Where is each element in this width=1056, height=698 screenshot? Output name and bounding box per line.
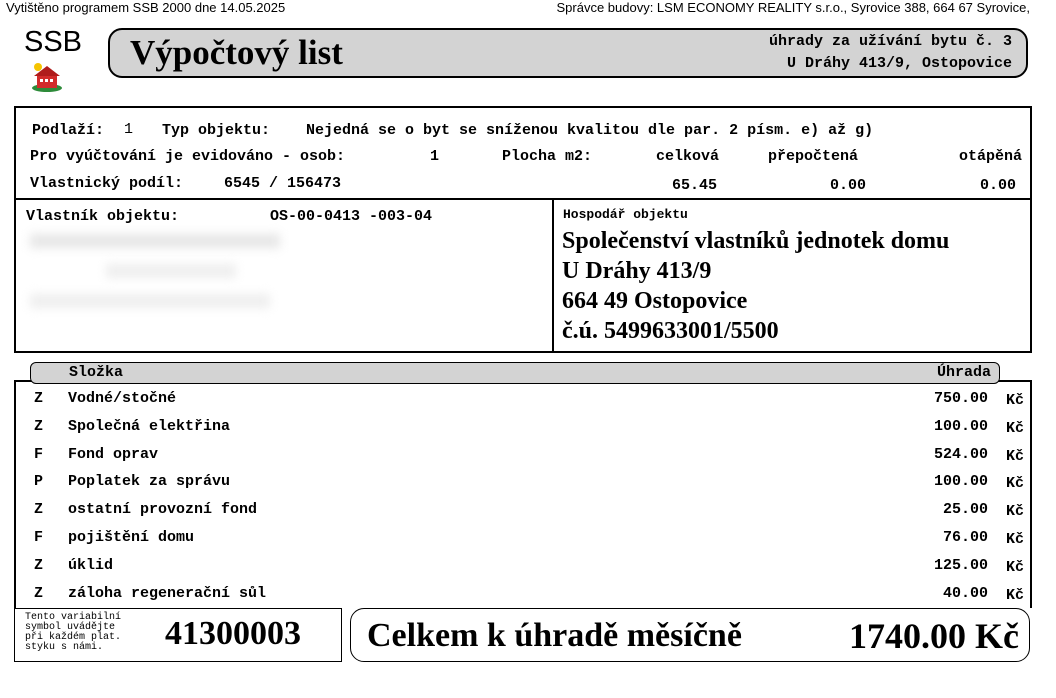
floor-value: 1 — [124, 121, 134, 138]
components-header-bar — [30, 362, 1000, 384]
vs-note-line-4: styku s námi. — [25, 642, 104, 653]
component-row — [14, 525, 1032, 553]
area-label: Plocha m2: — [502, 148, 593, 165]
area-total-value: 65.45 — [672, 177, 718, 194]
manager-line-2: U Dráhy 413/9 — [562, 258, 712, 284]
redacted-owner-street — [106, 264, 236, 278]
component-name: pojištění domu — [68, 529, 195, 546]
manager-label: Hospodář objektu — [563, 207, 688, 222]
share-label: Vlastnický podíl: — [30, 175, 184, 192]
persons-value: 1 — [430, 148, 440, 165]
component-row — [14, 386, 1032, 414]
components-header-amount: Úhrada — [936, 364, 991, 381]
component-amount: 100.00 — [933, 473, 988, 491]
component-name: záloha regenerační sůl — [68, 584, 267, 602]
component-amount: 100.00 — [933, 417, 988, 435]
component-code: F — [34, 529, 44, 546]
area-header-recalc: přepočtená — [768, 148, 859, 165]
owner-divider — [552, 198, 554, 353]
house-icon — [30, 60, 64, 94]
manager-line-1: Společenství vlastníků jednotek domu — [562, 228, 950, 254]
component-name: Fond oprav — [68, 445, 159, 463]
component-code: Z — [34, 417, 44, 435]
floor-label: Podlaží: — [32, 122, 105, 139]
component-name: Vodné/stočné — [68, 390, 177, 407]
owner-code: OS-00-0413 -003-04 — [270, 208, 433, 225]
component-amount: 25.00 — [942, 501, 988, 519]
type-label: Typ objektu: — [162, 122, 271, 139]
component-currency: Kč — [1005, 558, 1024, 576]
variable-symbol-box — [14, 608, 342, 662]
share-value: 6545 / 156473 — [224, 175, 342, 192]
total-box — [350, 608, 1030, 662]
title-subtitle-1: úhrady za užívání bytu č. 3 — [768, 33, 1012, 50]
component-code: F — [34, 445, 44, 463]
component-row — [14, 414, 1032, 442]
area-recalc-value: 0.00 — [830, 177, 867, 194]
component-currency: Kč — [1005, 531, 1024, 548]
component-name: úklid — [68, 556, 114, 574]
owner-box — [14, 198, 1032, 353]
component-amount: 750.00 — [933, 390, 988, 407]
total-amount: 1740.00 Kč — [849, 616, 1019, 656]
total-label: Celkem k úhradě měsíčně — [367, 617, 742, 654]
component-currency: Kč — [1005, 586, 1024, 604]
type-value: Nejedná se o byt se sníženou kvalitou dle par. 2 písm. e) až g) — [306, 122, 874, 139]
component-code: Z — [34, 390, 44, 407]
building-manager: Správce budovy: LSM ECONOMY REALITY s.r.o., Syrovice 388, 664 67 Syrovice, — [556, 0, 1030, 15]
vs-note-line-2: symbol uvádějte — [25, 622, 116, 633]
component-currency: Kč — [1005, 419, 1024, 437]
page-title: Výpočtový list — [130, 33, 343, 72]
component-currency: Kč — [1005, 475, 1024, 493]
persons-label: Pro vyúčtování je evidováno - osob: — [30, 148, 346, 165]
area-heated-value: 0.00 — [979, 177, 1016, 194]
vs-note-line-3: při každém plat. — [25, 632, 122, 643]
component-name: Společná elektřina — [68, 417, 231, 435]
component-amount: 40.00 — [942, 584, 988, 602]
component-row — [14, 442, 1032, 470]
variable-symbol: 41300003 — [165, 615, 301, 652]
components-header-item: Složka — [69, 364, 124, 381]
title-subtitle-2: U Dráhy 413/9, Ostopovice — [786, 55, 1012, 72]
manager-line-3: 664 49 Ostopovice — [562, 288, 748, 314]
component-row — [14, 553, 1032, 581]
component-name: ostatní provozní fond — [68, 501, 258, 519]
component-currency: Kč — [1005, 503, 1024, 521]
area-header-heated: otápěná — [958, 148, 1022, 165]
title-box — [108, 28, 1028, 78]
manager-line-4: č.ú. 5499633001/5500 — [562, 318, 779, 344]
component-row — [14, 497, 1032, 525]
owner-label: Vlastník objektu: — [26, 208, 180, 225]
print-info: Vytištěno programem SSB 2000 dne 14.05.2025 — [6, 0, 286, 15]
component-code: Z — [34, 556, 44, 574]
component-amount: 125.00 — [933, 556, 988, 574]
object-info-box — [14, 106, 1032, 198]
component-code: P — [34, 473, 44, 491]
component-amount: 76.00 — [942, 529, 988, 546]
component-row — [14, 469, 1032, 497]
component-currency: Kč — [1005, 392, 1024, 409]
area-header-total: celková — [656, 148, 720, 165]
component-amount: 524.00 — [933, 445, 988, 463]
logo-text: SSB — [24, 26, 83, 58]
vs-note-line-1: Tento variabilní — [25, 612, 122, 623]
vs-note — [25, 613, 121, 653]
component-name: Poplatek za správu — [68, 473, 231, 491]
component-code: Z — [34, 584, 44, 602]
component-row — [14, 581, 1032, 609]
redacted-owner-city — [30, 294, 270, 308]
component-code: Z — [34, 501, 44, 519]
redacted-owner-name — [30, 234, 280, 248]
component-currency: Kč — [1005, 447, 1024, 465]
